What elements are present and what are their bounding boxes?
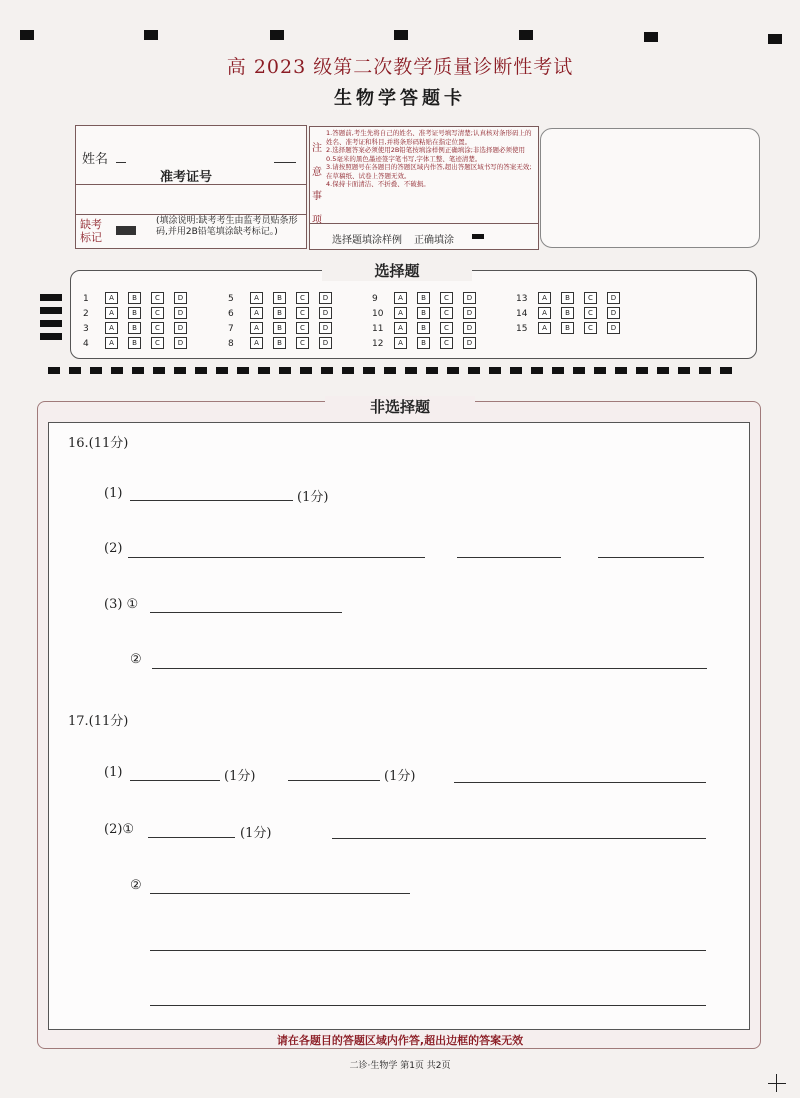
row-mark xyxy=(40,294,62,301)
timing-dash xyxy=(720,367,732,374)
question-number: 10 xyxy=(372,308,384,319)
q17-p2-label: (2)① xyxy=(104,822,135,837)
option-bubble-b[interactable]: B xyxy=(561,322,574,334)
question-number: 8 xyxy=(228,338,234,349)
question-number: 6 xyxy=(228,308,234,319)
timing-mark xyxy=(144,30,158,40)
question-number: 13 xyxy=(516,293,528,304)
correct-fill-label: 正确填涂 xyxy=(414,235,454,246)
choice-question-row xyxy=(83,322,197,334)
q17-title: 17.(11分) xyxy=(68,714,129,729)
q17-answer-line-extra-1[interactable] xyxy=(150,950,706,951)
option-bubble-c[interactable]: C xyxy=(296,337,309,349)
option-bubble-d[interactable]: D xyxy=(319,322,332,334)
q17-p2-score: (1分) xyxy=(240,826,272,841)
timing-mark xyxy=(394,30,408,40)
option-bubble-c[interactable]: C xyxy=(296,322,309,334)
option-bubble-a[interactable]: A xyxy=(394,292,407,304)
timing-dash xyxy=(447,367,459,374)
timing-dash xyxy=(384,367,396,374)
choice-question-row xyxy=(228,322,342,334)
option-bubble-c[interactable]: C xyxy=(440,292,453,304)
timing-dash xyxy=(48,367,60,374)
option-bubble-d[interactable]: D xyxy=(319,307,332,319)
q17-p1-answer-line-a[interactable] xyxy=(130,780,220,781)
choice-question-row xyxy=(372,337,486,349)
fill-example-row xyxy=(310,223,538,250)
row-mark xyxy=(40,307,62,314)
option-bubble-a[interactable]: A xyxy=(538,322,551,334)
timing-dash xyxy=(489,367,501,374)
choice-question-row xyxy=(228,307,342,319)
timing-mark xyxy=(20,30,34,40)
question-number: 14 xyxy=(516,308,528,319)
timing-dash xyxy=(363,367,375,374)
question-number: 4 xyxy=(83,338,89,349)
q17-p2-answer-line-b[interactable] xyxy=(332,838,706,839)
timing-dash xyxy=(552,367,564,374)
timing-dash xyxy=(405,367,417,374)
option-bubble-d[interactable]: D xyxy=(174,307,187,319)
question-number: 15 xyxy=(516,323,528,334)
option-bubble-a[interactable]: A xyxy=(538,292,551,304)
timing-dash xyxy=(321,367,333,374)
option-bubble-a[interactable]: A xyxy=(105,322,118,334)
q16-p2-answer-line-a[interactable] xyxy=(128,557,425,558)
absent-note: (填涂说明:缺考考生由监考员贴条形码,并用2B铅笔填涂缺考标记。) xyxy=(156,216,298,237)
option-bubble-c[interactable]: C xyxy=(296,292,309,304)
choice-question-row xyxy=(83,292,197,304)
option-bubble-b[interactable]: B xyxy=(417,292,430,304)
option-bubble-d[interactable]: D xyxy=(463,307,476,319)
timing-dash xyxy=(111,367,123,374)
timing-mark xyxy=(768,34,782,44)
q16-p2-answer-line-c[interactable] xyxy=(598,557,704,558)
option-bubble-c[interactable]: C xyxy=(440,307,453,319)
row-mark xyxy=(40,333,62,340)
option-bubble-b[interactable]: B xyxy=(561,307,574,319)
timing-dash xyxy=(258,367,270,374)
timing-dash xyxy=(510,367,522,374)
fill-sample-mark xyxy=(472,234,484,239)
exam-title: 高 2023 级第二次教学质量诊断性考试 xyxy=(226,56,574,78)
timing-dash xyxy=(237,367,249,374)
option-bubble-b[interactable]: B xyxy=(417,322,430,334)
choice-question-row xyxy=(372,307,486,319)
option-bubble-c[interactable]: C xyxy=(584,307,597,319)
q16-p3-label: (3) ① xyxy=(104,597,139,612)
option-bubble-d[interactable]: D xyxy=(174,322,187,334)
choice-question-row xyxy=(372,322,486,334)
q17-p1-score-a: (1分) xyxy=(224,769,256,784)
option-bubble-a[interactable]: A xyxy=(250,322,263,334)
option-bubble-a[interactable]: A xyxy=(105,292,118,304)
timing-dash xyxy=(132,367,144,374)
option-bubble-b[interactable]: B xyxy=(417,337,430,349)
exam-no-label: 准考证号 xyxy=(160,170,213,185)
q16-p2-label: (2) xyxy=(104,541,123,556)
option-bubble-a[interactable]: A xyxy=(250,307,263,319)
option-bubble-b[interactable]: B xyxy=(273,337,286,349)
notice-text: 1.答题前,考生先将自己的姓名、准考证号填写清楚;认真核对条形码上的姓名、准考证和科目,并将条形码粘贴在指定位置。 2.选择题答案必须使用2B铅笔按填涂样例正确填涂;非选择题必须使用0.5毫米的黑色墨迹签字笔书写,字体工整、笔迹清楚。 3.请按照题号在各题目的答题区域内作答,超出答题区域书写的答案无效;在草稿纸、试卷上答题无效。 4.保持卡面清洁、不折叠、不破损。 xyxy=(326,129,532,188)
choice-question-row xyxy=(516,307,630,319)
option-bubble-c[interactable]: C xyxy=(296,307,309,319)
question-number: 1 xyxy=(83,293,89,304)
timing-dash xyxy=(531,367,543,374)
option-bubble-c[interactable]: C xyxy=(584,322,597,334)
q16-p3b-answer-line[interactable] xyxy=(152,668,707,669)
timing-dash xyxy=(426,367,438,374)
row-mark xyxy=(40,320,62,327)
timing-mark xyxy=(644,32,658,42)
choice-question-row xyxy=(372,292,486,304)
q17-p2b-answer-line[interactable] xyxy=(150,893,410,894)
choice-question-row xyxy=(228,337,342,349)
option-bubble-b[interactable]: B xyxy=(273,322,286,334)
question-number: 12 xyxy=(372,338,384,349)
option-bubble-c[interactable]: C xyxy=(151,292,164,304)
absent-label: 缺考 标记 xyxy=(80,218,102,244)
option-bubble-d[interactable]: D xyxy=(463,322,476,334)
timing-dash xyxy=(174,367,186,374)
timing-dash xyxy=(342,367,354,374)
timing-dash xyxy=(216,367,228,374)
fill-example-label: 选择题填涂样例 xyxy=(332,235,402,246)
question-number: 11 xyxy=(372,323,384,334)
option-bubble-c[interactable]: C xyxy=(584,292,597,304)
question-number: 7 xyxy=(228,323,234,334)
option-bubble-d[interactable]: D xyxy=(607,322,620,334)
name-field[interactable] xyxy=(116,162,126,163)
option-bubble-b[interactable]: B xyxy=(128,337,141,349)
option-bubble-a[interactable]: A xyxy=(105,337,118,349)
q16-p1-label: (1) xyxy=(104,486,123,501)
question-number: 3 xyxy=(83,323,89,334)
timing-dash xyxy=(699,367,711,374)
option-bubble-a[interactable]: A xyxy=(250,292,263,304)
option-bubble-a[interactable]: A xyxy=(394,322,407,334)
option-bubble-a[interactable]: A xyxy=(105,307,118,319)
option-bubble-c[interactable]: C xyxy=(151,337,164,349)
timing-dash xyxy=(195,367,207,374)
option-bubble-a[interactable]: A xyxy=(394,337,407,349)
option-bubble-c[interactable]: C xyxy=(440,322,453,334)
timing-dash xyxy=(678,367,690,374)
timing-dash xyxy=(69,367,81,374)
barcode-area xyxy=(540,128,760,248)
q17-p1-score-b: (1分) xyxy=(384,769,416,784)
choice-section-title: 选择题 xyxy=(322,260,472,281)
question-number: 2 xyxy=(83,308,89,319)
option-bubble-d[interactable]: D xyxy=(607,292,620,304)
q17-p1-label: (1) xyxy=(104,765,123,780)
option-bubble-c[interactable]: C xyxy=(151,307,164,319)
timing-dash xyxy=(468,367,480,374)
timing-dash xyxy=(657,367,669,374)
q16-p1-score: (1分) xyxy=(297,490,329,505)
option-bubble-d[interactable]: D xyxy=(174,292,187,304)
option-bubble-b[interactable]: B xyxy=(273,292,286,304)
q16-p3b-label: ② xyxy=(130,652,142,667)
timing-mark xyxy=(270,30,284,40)
absent-mark[interactable] xyxy=(116,226,136,235)
page-footer: 二诊·生物学 第1页 共2页 xyxy=(349,1061,451,1071)
timing-dash xyxy=(90,367,102,374)
option-bubble-d[interactable]: D xyxy=(319,337,332,349)
option-bubble-b[interactable]: B xyxy=(128,292,141,304)
name-field-end xyxy=(274,162,296,163)
crosshair-mark xyxy=(768,1074,786,1092)
option-bubble-d[interactable]: D xyxy=(463,292,476,304)
option-bubble-c[interactable]: C xyxy=(440,337,453,349)
option-bubble-d[interactable]: D xyxy=(174,337,187,349)
choice-question-row xyxy=(228,292,342,304)
name-label: 姓名 xyxy=(82,152,109,167)
choice-question-row xyxy=(516,292,630,304)
option-bubble-b[interactable]: B xyxy=(128,322,141,334)
question-number: 9 xyxy=(372,293,378,304)
q16-p3-answer-line[interactable] xyxy=(150,612,342,613)
timing-dash xyxy=(279,367,291,374)
notice-box xyxy=(309,126,539,250)
exam-no-field[interactable] xyxy=(76,184,306,215)
q16-p1-answer-line[interactable] xyxy=(130,500,293,501)
timing-dash xyxy=(573,367,585,374)
option-bubble-b[interactable]: B xyxy=(417,307,430,319)
q17-p1-answer-line-c[interactable] xyxy=(454,782,706,783)
timing-dash xyxy=(153,367,165,374)
q16-p2-answer-line-b[interactable] xyxy=(457,557,561,558)
timing-dash xyxy=(615,367,627,374)
choice-question-row xyxy=(83,307,197,319)
timing-dash xyxy=(636,367,648,374)
timing-dash xyxy=(594,367,606,374)
option-bubble-b[interactable]: B xyxy=(561,292,574,304)
q16-title: 16.(11分) xyxy=(68,436,129,451)
nonchoice-section-title: 非选择题 xyxy=(325,396,475,417)
option-bubble-b[interactable]: B xyxy=(128,307,141,319)
option-bubble-d[interactable]: D xyxy=(319,292,332,304)
q17-p2b-label: ② xyxy=(130,878,142,893)
sheet-subtitle: 生物学答题卡 xyxy=(334,88,466,109)
option-bubble-c[interactable]: C xyxy=(151,322,164,334)
option-bubble-b[interactable]: B xyxy=(273,307,286,319)
nonchoice-inner-frame xyxy=(48,422,750,1030)
option-bubble-d[interactable]: D xyxy=(463,337,476,349)
answer-area-warning: 请在各题目的答题区域内作答,超出边框的答案无效 xyxy=(276,1034,524,1047)
timing-dash xyxy=(300,367,312,374)
q17-p1-answer-line-b[interactable] xyxy=(288,780,380,781)
choice-question-row xyxy=(516,322,630,334)
option-bubble-a[interactable]: A xyxy=(538,307,551,319)
info-box xyxy=(75,125,307,249)
option-bubble-a[interactable]: A xyxy=(250,337,263,349)
option-bubble-d[interactable]: D xyxy=(607,307,620,319)
q17-answer-line-extra-2[interactable] xyxy=(150,1005,706,1006)
q17-p2-answer-line-a[interactable] xyxy=(148,837,235,838)
option-bubble-a[interactable]: A xyxy=(394,307,407,319)
question-number: 5 xyxy=(228,293,234,304)
timing-mark xyxy=(519,30,533,40)
notice-side-labels: 注 意 事 项 xyxy=(312,143,322,226)
choice-question-row xyxy=(83,337,197,349)
